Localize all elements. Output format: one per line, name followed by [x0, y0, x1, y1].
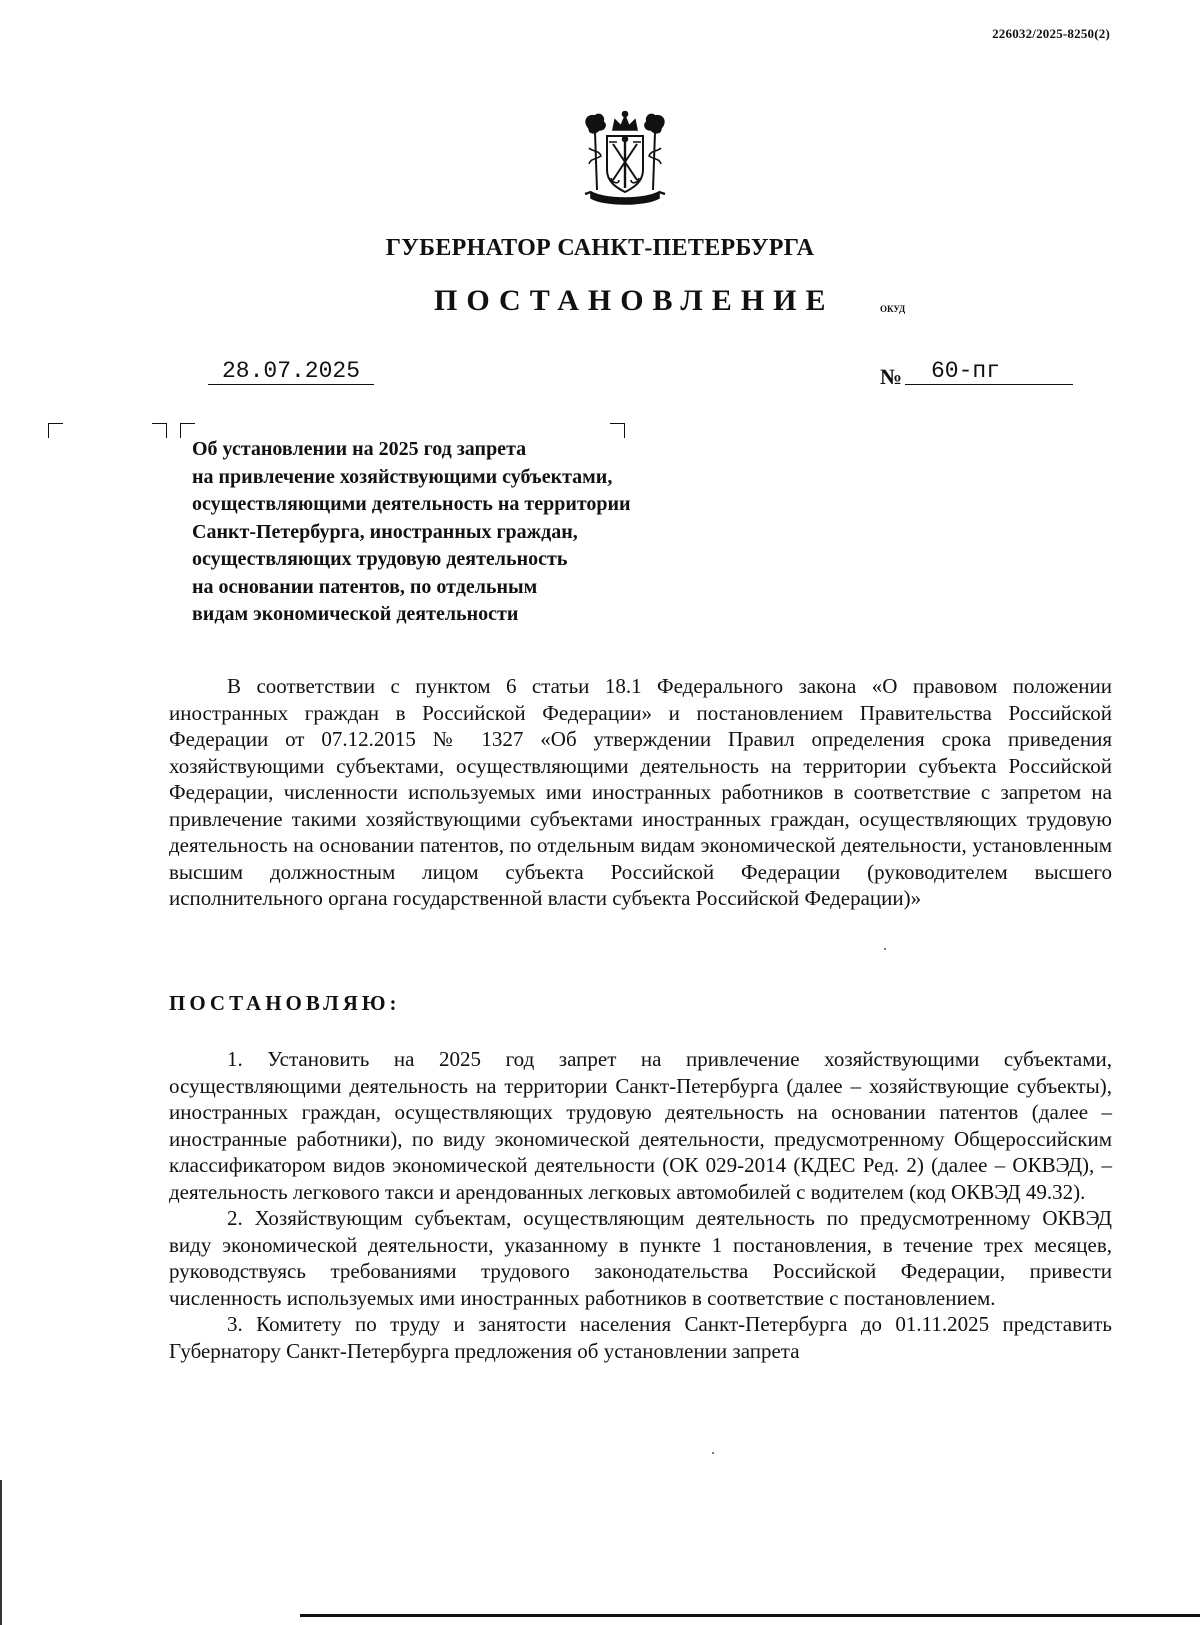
- document-id: 226032/2025-8250(2): [992, 26, 1110, 41]
- preamble-paragraph: В соответствии с пунктом 6 статьи 18.1 Федерального закона «О правовом положении иностранных граждан в Российской Федерации» и постановлением Правительства Российской Федерации от 07.12.2015 № 1327 «Об утверждении Правил определения срока приведения хозяйствующими субъектами, осуществляющими деятельность на территории субъекта Российской Федерации, численности используемых ими иностранных работников в соответствие с запретом на привлечение такими хозяйствующими субъектами иностранных граждан, осуществляющих трудовую деятельность на основании патентов, по отдельным видам экономической деятельности, установленным высшим должностным лицом субъекта Российской Федерации (руководителем высшего исполнительного органа государственной власти субъекта Российской Федерации)»: [169, 674, 1112, 910]
- decree-items: [169, 1046, 1112, 1364]
- subject-line: Об установлении на 2025 год запрета: [192, 438, 527, 460]
- corner-mark-outer-left: [48, 423, 63, 438]
- subject-line: осуществляющими деятельность на территории: [192, 493, 631, 515]
- okud-label: ОКУД: [880, 304, 906, 314]
- document-number: 60-пг: [905, 358, 1073, 385]
- st-petersburg-coat-of-arms-icon: [575, 108, 675, 208]
- issuer-title: ГУБЕРНАТОР САНКТ-ПЕТЕРБУРГА: [385, 235, 815, 261]
- subject-line: на основании патентов, по отдельным: [192, 575, 538, 598]
- decree-item-1: 1. Установить на 2025 год запрет на привлечение хозяйствующими субъектами, осуществляющими деятельность на территории Санкт-Петербурга (далее – хозяйствующие субъекты), иностранных граждан, осуществляющих трудовую деятельность на основании патентов (далее – иностранные работники), по виду экономической деятельности, предусмотренному Общероссийским классификатором видов экономической деятельности (ОК 029-2014 (КДЕС Ред. 2) (далее – ОКВЭД), – деятельность легкового такси и арендованных легковых автомобилей с водителем (код ОКВЭД 49.32).: [169, 1047, 1112, 1204]
- decree-item-3: 3. Комитету по труду и занятости населения Санкт-Петербурга до 01.11.2025 представить Губернатору Санкт-Петербурга предложения об установлении запрета: [169, 1312, 1112, 1363]
- number-sign: №: [880, 364, 903, 389]
- scan-speck: [884, 948, 886, 950]
- decree-item-2: 2. Хозяйствующим субъектам, осуществляющим деятельность по предусмотренному ОКВЭД виду экономической деятельности, указанному в пункте 1 постановления, в течение трех месяцев, руководствуясь требованиями трудового законодательства Российской Федерации, привести численность используемых ими иностранных работников в соответствие с постановлением.: [169, 1206, 1112, 1310]
- subject-line: осуществляющих трудовую деятельность: [192, 548, 568, 570]
- document-date: 28.07.2025: [208, 358, 374, 385]
- subject-line: Санкт-Петербурга, иностранных граждан,: [192, 520, 578, 543]
- scan-speck: [712, 1452, 714, 1454]
- subject-line: на привлечение хозяйствующими субъектами,: [192, 465, 613, 488]
- scan-left-edge: [0, 1480, 2, 1625]
- corner-mark-inner-right: [152, 423, 167, 438]
- subject-line: видам экономической деятельности: [192, 603, 519, 625]
- document-type: ПОСТАНОВЛЕНИЕ: [434, 284, 835, 317]
- decree-heading: ПОСТАНОВЛЯЮ:: [169, 991, 401, 1015]
- decree-subject: [192, 436, 752, 629]
- scan-bottom-edge: [300, 1614, 1200, 1617]
